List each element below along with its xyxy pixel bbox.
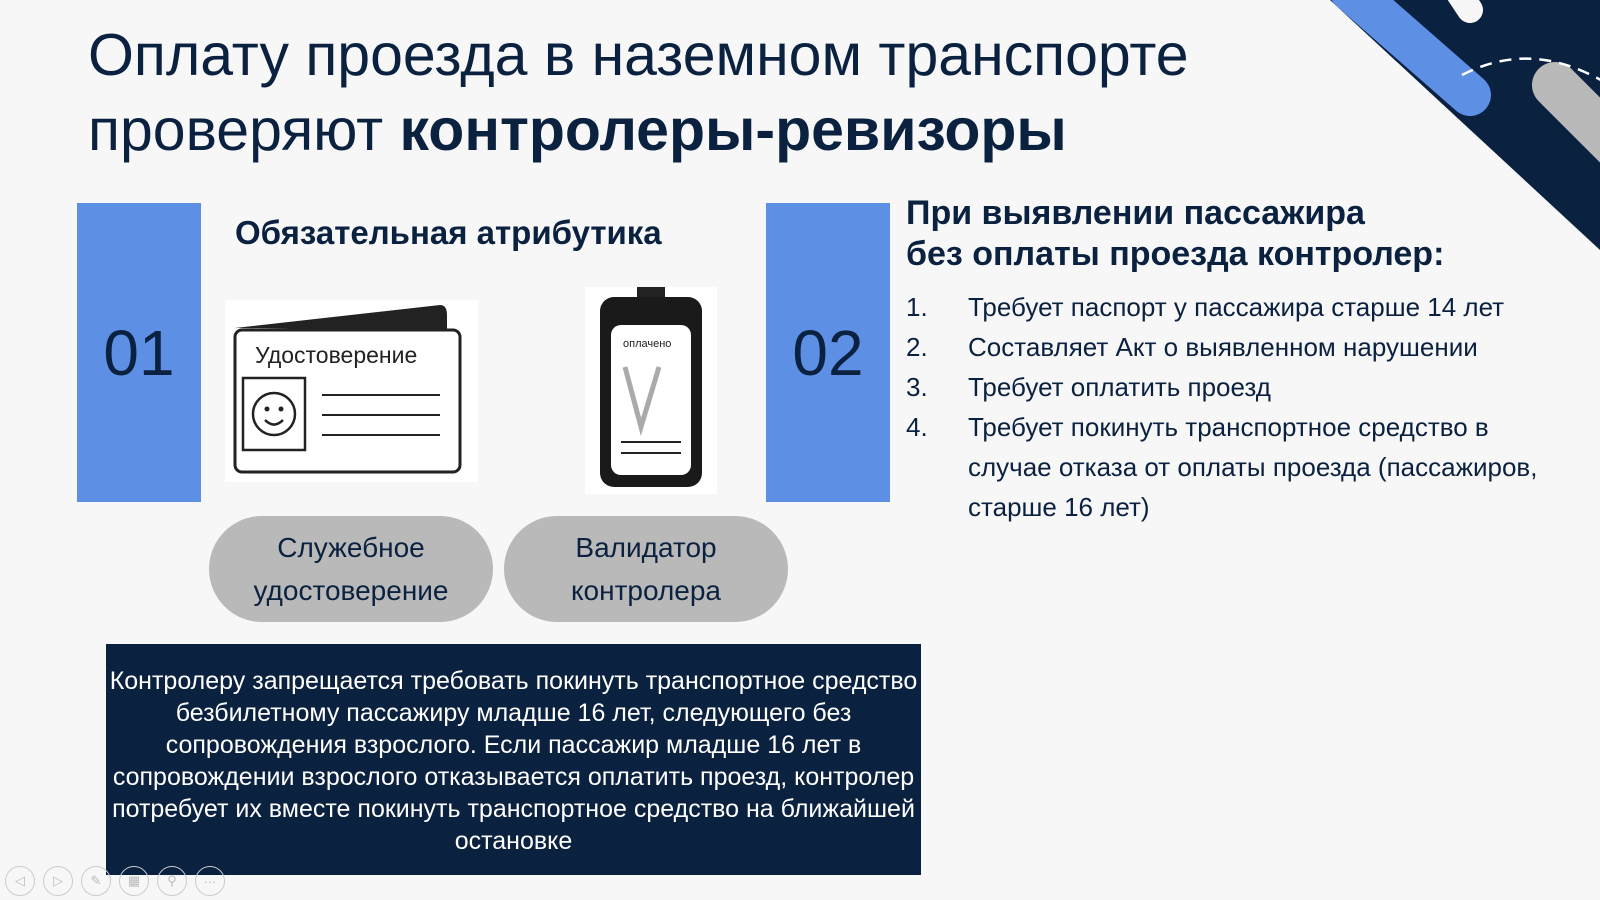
id-card-icon [225, 300, 478, 482]
heading-line-1: При выявлении пассажира [906, 194, 1365, 232]
list-item [906, 367, 1596, 407]
title-regular: проверяют [88, 97, 400, 163]
title-bold: контролеры-ревизоры [399, 97, 1067, 163]
list-item [906, 327, 1596, 367]
item-number: 2. [906, 332, 928, 362]
previous-slide-icon[interactable]: ◁ [5, 866, 35, 896]
item-text: Составляет Акт о выявленном нарушении [968, 332, 1478, 362]
validator-label: оплачено [623, 338, 672, 350]
section2-heading [906, 193, 1444, 275]
item-number: 1. [906, 292, 928, 322]
next-slide-icon[interactable]: ▷ [43, 866, 73, 896]
pill-validator: Валидатор контролера [504, 516, 788, 622]
list-item [906, 287, 1596, 327]
zoom-icon[interactable]: ⚲ [157, 866, 187, 896]
item-number: 3. [906, 372, 928, 402]
validator-icon [585, 287, 717, 494]
card-label: Удостоверение [255, 342, 418, 368]
pen-icon[interactable]: ✎ [81, 866, 111, 896]
pill-service-id: Служебное удостоверение [209, 516, 493, 622]
item-text: Требует оплатить проезд [968, 372, 1271, 402]
more-options-icon[interactable]: ··· [195, 866, 225, 896]
actions-list [906, 287, 1596, 527]
item-number: 4. [906, 412, 928, 442]
warning-note: Контролеру запрещается требовать покинуть транспортное средство безбилетному пассажиру младше 16 лет, следующего без сопровождения взрослого. Если пассажир младше 16 лет в сопровождении взрослого отказывается оплатить проезд, контролер потребует их вместе покинуть транспортное средство на ближайшей остановке [106, 644, 921, 875]
slides-grid-icon[interactable]: ▦ [119, 866, 149, 896]
item-text: Требует паспорт у пассажира старше 14 лет [968, 292, 1505, 322]
heading-line-2: без оплаты проезда контролер: [906, 235, 1445, 273]
section-number-01: 01 [77, 203, 201, 502]
title-line-2 [88, 93, 1189, 168]
title-line-1: Оплату проезда в наземном транспорте [88, 22, 1189, 88]
list-item [906, 407, 1596, 527]
section-number-02: 02 [766, 203, 890, 502]
page-title [88, 18, 1189, 168]
item-text: Требует покинуть транспортное средство в случае отказа от оплаты проезда (пассажиров, старше 16 лет) [968, 412, 1538, 522]
section1-heading: Обязательная атрибутика [235, 214, 662, 251]
